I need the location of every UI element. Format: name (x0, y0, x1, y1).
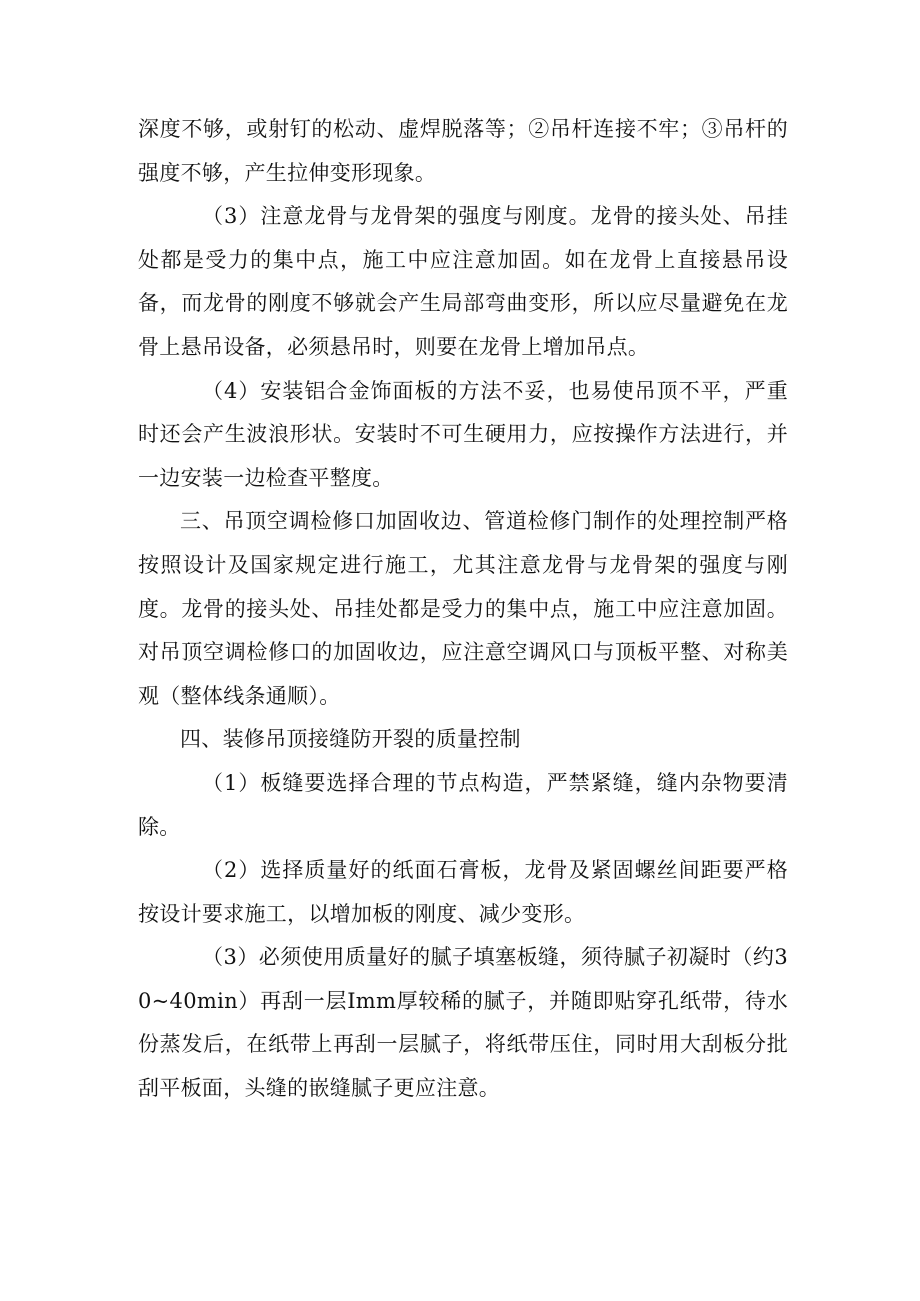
paragraph-item-3-putty: （3）必须使用质量好的腻子填塞板缝，须待腻子初凝时（约30~40min）再刮一层Imm厚较稀的腻子，并随即贴穿孔纸带，待水份蒸发后，在纸带上再刮一层腻子，将纸带压住，同时用大刮板分批刮平板面，头缝的嵌缝腻子更应注意。 (138, 945, 788, 1101)
paragraph-item-1-joint-detail: （1）板缝要选择合理的节点构造，严禁紧缝，缝内杂物要清除。 (138, 770, 788, 839)
paragraph-continuation: 深度不够，或射钉的松动、虚焊脱落等；②吊杆连接不牢；③吊杆的强度不够，产生拉伸变形现象。 (138, 117, 788, 185)
paragraph-section-3-access-opening: 三、吊顶空调检修口加固收边、管道检修门制作的处理控制严格按照设计及国家规定进行施工，尤其注意龙骨与龙骨架的强度与刚度。龙骨的接头处、吊挂处都是受力的集中点，施工中应注意加固。对吊顶空调检修口的加固收边，应注意空调风口与顶板平整、对称美观（整体线条通顺）。 (138, 509, 788, 708)
paragraph-item-2-gypsum-board: （2）选择质量好的纸面石膏板，龙骨及紧固螺丝间距要严格按设计要求施工，以增加板的刚度、减少变形。 (138, 858, 788, 926)
document-body (138, 108, 788, 1111)
section-heading-4-joint-cracking: 四、装修吊顶接缝防开裂的质量控制 (180, 727, 521, 752)
paragraph-item-3-keel-strength: （3）注意龙骨与龙骨架的强度与刚度。龙骨的接头处、吊挂处都是受力的集中点，施工中应注意加固。如在龙骨上直接悬吊设备，而龙骨的刚度不够就会产生局部弯曲变形，所以应尽量避免在龙骨上悬吊设备，必须悬吊时，则要在龙骨上增加吊点。 (138, 204, 788, 359)
paragraph-item-4-aluminum-panel: （4）安装铝合金饰面板的方法不妥，也易使吊顶不平，严重时还会产生波浪形状。安装时不可生硬用力，应按操作方法进行，并一边安装一边检查平整度。 (138, 378, 788, 490)
